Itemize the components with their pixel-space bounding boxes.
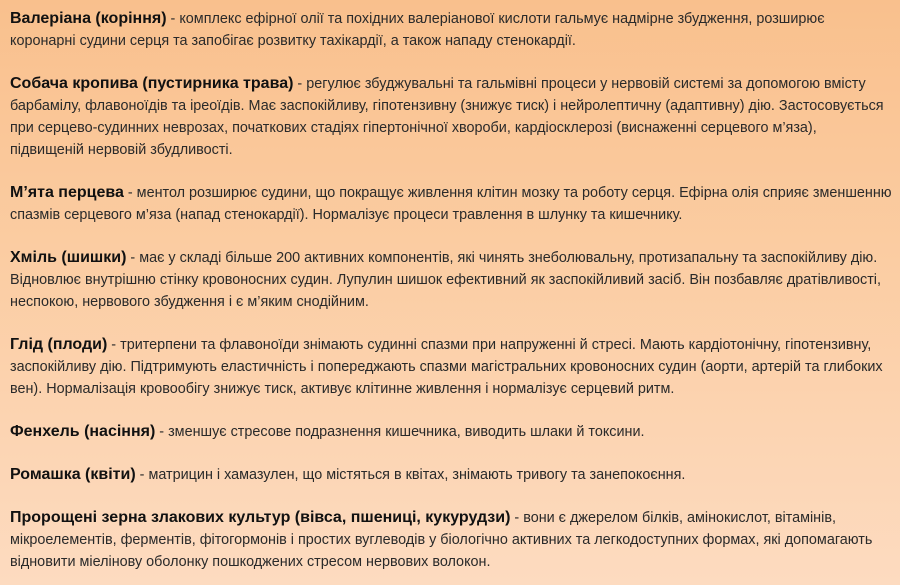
entry-term: Валеріана (коріння)	[10, 10, 167, 27]
entry-description: - зменшує стресове подразнення кишечника, виводить шлаки й токсини.	[155, 424, 645, 440]
entry-term: М’ята перцева	[10, 184, 124, 201]
entry-description: - комплекс ефірної олії та похідних валеріанової кислоти гальмує надмірне збудження, розширює коронарні судини серця та запобігає розвитку тахікардії, а також нападу стенокардії.	[10, 11, 825, 49]
entry-chamomile	[10, 464, 892, 486]
herbal-ingredients-list	[10, 8, 892, 573]
entry-term: Пророщені зерна злакових культур (вівса, пшениці, кукурудзи)	[10, 509, 511, 526]
entry-sprouted-grains	[10, 507, 892, 573]
entry-term: Хміль (шишки)	[10, 249, 127, 266]
entry-fennel	[10, 421, 892, 443]
entry-valerian	[10, 8, 892, 52]
entry-term: Глід (плоди)	[10, 336, 108, 353]
entry-description: - має у складі більше 200 активних компонентів, які чинять знеболювальну, протизапальну та заспокійливу дію. Відновлює внутрішню стінку кровоносних судин. Лупулин шишок ефективний як заспокійливий засіб. Він позбавляє дратівливості, неспокою, нервового збудження і є м’яким снодійним.	[10, 250, 881, 310]
entry-term: Ромашка (квіти)	[10, 466, 136, 483]
entry-description: - ментол розширює судини, що покращує живлення клітин мозку та роботу серця. Ефірна олія сприяє зменшенню спазмів серцевого м’яза (напад стенокардії). Нормалізує процеси травлення в шлунку та кишечнику.	[10, 185, 892, 223]
entry-term: Собача кропива (пустирника трава)	[10, 75, 294, 92]
entry-hawthorn	[10, 334, 892, 400]
entry-hops	[10, 247, 892, 313]
entry-description: - матрицин і хамазулен, що містяться в квітах, знімають тривогу та занепокоєння.	[135, 467, 686, 483]
entry-description: - вони є джерелом білків, амінокислот, вітамінів, мікроелементів, ферментів, фітогормонів і простих вуглеводів у біологічно активних та легкодоступних формах, які допомагають відновити міелінову оболонку пошкоджених стресом нервових волокон.	[10, 510, 873, 570]
entry-term: Фенхель (насіння)	[10, 423, 156, 440]
entry-motherwort	[10, 73, 892, 161]
entry-peppermint	[10, 182, 892, 226]
entry-description: - тритерпени та флавоноїди знімають судинні спазми при напруженні й стресі. Мають кардіотонічну, гіпотензивну, заспокійливу дію. Підтримують еластичність і попереджають спазми магістральних кровоносних судин (аорти, артерій та глибоких вен). Нормалізація кровообігу знижує тиск, активує клітинне живлення і нормалізує серцевий ритм.	[10, 337, 883, 397]
entry-description: - регулює збуджувальні та гальмівні процеси у нервовій системі за допомогою вмісту барбамілу, флавоноїдів та іреоїдів. Має заспокійливу, гіпотензивну (знижує тиск) і нейролептичну (адаптивну) дію. Застосовується при серцево-судинних неврозах, початкових стадіях гіпертонічної хвороби, кардіосклерозі (виснаженні серцевого м’яза), підвищеній нервовій збудливості.	[10, 76, 884, 158]
